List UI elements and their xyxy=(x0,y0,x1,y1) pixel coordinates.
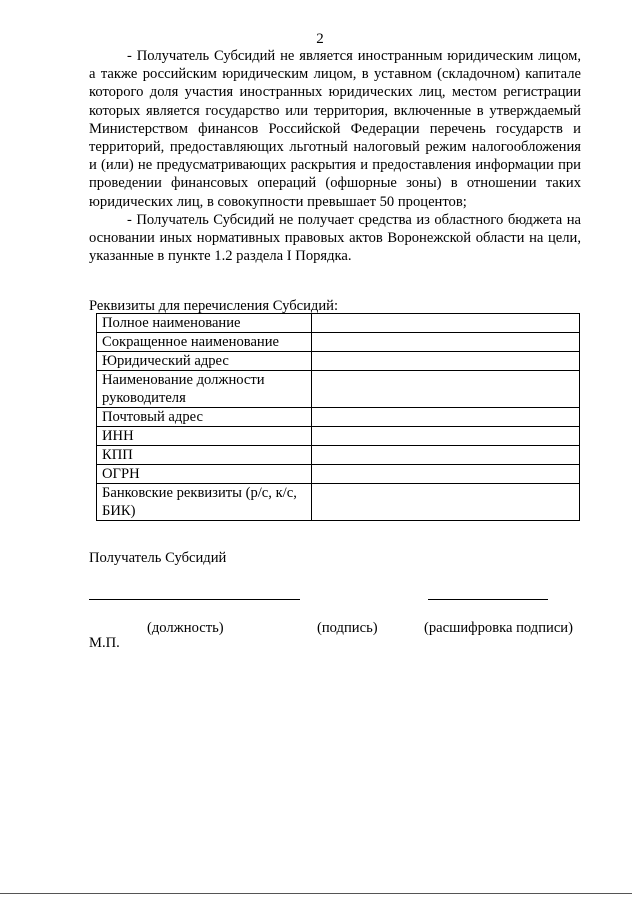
row-label: Юридический адрес xyxy=(97,352,312,371)
row-label: ИНН xyxy=(97,427,312,446)
table-row xyxy=(97,333,580,352)
row-value xyxy=(311,427,579,446)
row-value xyxy=(311,333,579,352)
requisites-title: Реквизиты для перечисления Субсидий: xyxy=(89,298,339,314)
row-label: Банковские реквизиты (р/с, к/с, БИК) xyxy=(97,484,312,521)
decoding-label: (расшифровка подписи) xyxy=(424,620,573,636)
table-row xyxy=(97,427,580,446)
row-value xyxy=(311,314,579,333)
row-label: Наименование должности руководителя xyxy=(97,371,312,408)
row-value xyxy=(311,484,579,521)
row-value xyxy=(311,465,579,484)
decoding-signature-line xyxy=(428,599,548,600)
row-label: Сокращенное наименование xyxy=(97,333,312,352)
signature-label: (подпись) xyxy=(317,620,378,636)
row-value xyxy=(311,408,579,427)
recipient-label: Получатель Субсидий xyxy=(89,550,227,566)
page-number: 2 xyxy=(316,31,324,47)
position-label: (должность) xyxy=(147,620,224,636)
position-signature-line xyxy=(89,599,300,600)
body-text xyxy=(89,47,581,265)
table-row xyxy=(97,484,580,521)
table-row xyxy=(97,314,580,333)
row-label: Почтовый адрес xyxy=(97,408,312,427)
page-bottom-edge xyxy=(0,893,632,894)
table-row xyxy=(97,352,580,371)
stamp-label: М.П. xyxy=(89,635,120,651)
paragraph-regional-budget: - Получатель Субсидий не получает средства из областного бюджета на основании иных нормативных правовых актов Воронежской области на цели, указанные в пункте 1.2 раздела I Порядка. xyxy=(89,211,581,265)
row-value xyxy=(311,371,579,408)
requisites-table xyxy=(96,313,580,521)
table-row xyxy=(97,408,580,427)
table-row xyxy=(97,446,580,465)
row-value xyxy=(311,446,579,465)
table-row xyxy=(97,371,580,408)
row-value xyxy=(311,352,579,371)
paragraph-foreign-entity: - Получатель Субсидий не является иностранным юридическим лицом, а также российским юридическим лицом, в уставном (складочном) капитале которого доля участия иностранных юридических лиц, местом регистрации которых является государство или территория, включенные в утверждаемый Министерством финансов Российской Федерации перечень государств и территорий, предоставляющих льготный налоговый режим налогообложения и (или) не предусматривающих раскрытия и предоставления информации при проведении финансовых операций (офшорные зоны) в отношении таких юридических лиц, в совокупности превышает 50 процентов; xyxy=(89,48,581,210)
row-label: КПП xyxy=(97,446,312,465)
row-label: Полное наименование xyxy=(97,314,312,333)
table-row xyxy=(97,465,580,484)
row-label: ОГРН xyxy=(97,465,312,484)
